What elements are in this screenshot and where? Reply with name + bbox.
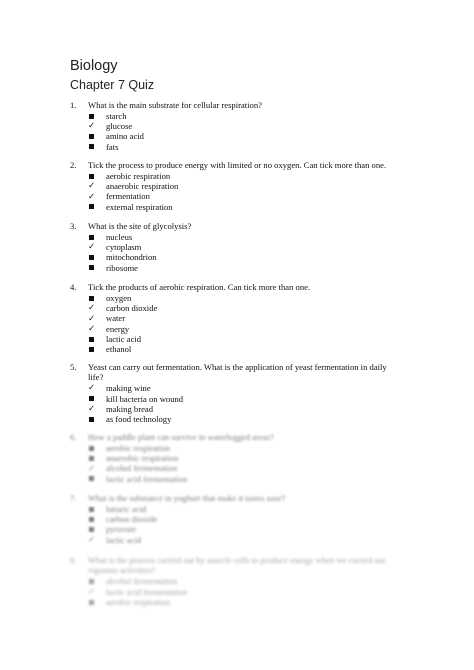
option-item[interactable] (88, 314, 400, 324)
square-icon (88, 527, 106, 532)
option-label: making wine (106, 383, 151, 394)
option-label: alcohol fermentation (106, 463, 178, 474)
check-icon: ✓ (88, 313, 96, 324)
option-item[interactable] (88, 171, 400, 181)
option-list (88, 111, 400, 152)
question-8 (70, 555, 400, 607)
question-number: 8. (70, 555, 77, 565)
option-item[interactable] (88, 404, 400, 414)
option-label: aerobic respiration (106, 596, 171, 607)
option-label: anaerobic respiration (106, 181, 179, 192)
option-label: oxygen (106, 292, 132, 303)
question-6 (70, 432, 400, 484)
option-item[interactable] (88, 535, 400, 545)
option-item[interactable] (88, 514, 400, 524)
option-label: water (106, 313, 126, 324)
question-text: Tick the process to produce energy with limited or no oxygen. Can tick more than one. (88, 160, 387, 170)
option-item[interactable] (88, 192, 400, 202)
option-label: lactic acid fermentation (106, 586, 188, 597)
option-list (88, 293, 400, 355)
option-label: fats (106, 141, 119, 152)
option-item[interactable] (88, 181, 400, 191)
question-text: Tick the products of aerobic respiration. Can tick more than one. (88, 282, 311, 292)
question-number: 5. (70, 362, 77, 372)
option-label: kill bacteria on wound (106, 393, 184, 404)
option-label: carbon dioxide (106, 303, 158, 314)
option-item[interactable] (88, 232, 400, 242)
square-icon (88, 396, 106, 401)
check-icon: ✓ (88, 463, 96, 474)
square-icon (88, 517, 106, 522)
option-label: fermentation (106, 191, 150, 202)
square-icon (88, 579, 106, 584)
square-icon (88, 265, 106, 270)
check-icon: ✓ (88, 242, 96, 253)
option-item[interactable] (88, 587, 400, 597)
option-label: energy (106, 323, 130, 334)
option-item[interactable] (88, 504, 400, 514)
question-7 (70, 493, 400, 545)
option-item[interactable] (88, 303, 400, 313)
option-list (88, 232, 400, 273)
option-label: external respiration (106, 201, 173, 212)
option-item[interactable] (88, 121, 400, 131)
question-4 (70, 282, 400, 355)
square-icon (88, 235, 106, 240)
option-label: cytoplasm (106, 242, 142, 253)
question-text: What is the main substrate for cellular respiration? (88, 100, 262, 110)
option-label: ribosome (106, 262, 138, 273)
option-item[interactable] (88, 383, 400, 393)
option-item[interactable] (88, 334, 400, 344)
question-number: 6. (70, 432, 77, 442)
check-icon: ✓ (88, 181, 96, 192)
page-title: Biology (70, 58, 118, 74)
option-item[interactable] (88, 453, 400, 463)
page-subtitle: Chapter 7 Quiz (70, 78, 155, 92)
question-number: 1. (70, 100, 77, 110)
option-item[interactable] (88, 263, 400, 273)
option-list (88, 443, 400, 484)
option-label: lattaric acid (106, 503, 147, 514)
question-text: What is the site of glycolysis? (88, 221, 192, 231)
square-icon (88, 296, 106, 301)
check-icon: ✓ (88, 534, 96, 545)
check-icon: ✓ (88, 586, 96, 597)
option-label: nucleus (106, 231, 133, 242)
square-icon (88, 417, 106, 422)
option-label: pyruvate (106, 524, 137, 535)
square-icon (88, 144, 106, 149)
question-1 (70, 100, 400, 152)
check-icon: ✓ (88, 404, 96, 415)
option-item[interactable] (88, 132, 400, 142)
question-text: Yeast can carry out fermentation. What is the application of yeast fermentation in daily life? (88, 362, 387, 383)
option-label: alcohol fermentation (106, 576, 178, 587)
question-number: 2. (70, 160, 77, 170)
option-label: mitochondrion (106, 252, 157, 263)
check-icon: ✓ (88, 383, 96, 394)
option-item[interactable] (88, 202, 400, 212)
option-list (88, 504, 400, 545)
question-row (70, 160, 400, 170)
option-label: as food technology (106, 414, 172, 425)
square-icon (88, 174, 106, 179)
check-icon: ✓ (88, 323, 96, 334)
option-label: glucose (106, 121, 133, 132)
question-row (70, 555, 400, 576)
option-label: lactic acid (106, 534, 142, 545)
square-icon (88, 255, 106, 260)
question-number: 7. (70, 493, 77, 503)
question-5 (70, 362, 400, 425)
option-label: starch (106, 110, 127, 121)
option-label: ethanol (106, 344, 132, 355)
option-label: lactic acid (106, 334, 142, 345)
question-text: What is the process carried out by muscle cells to produce energy when we carried out vigorous activities? (88, 555, 386, 576)
option-list (88, 383, 400, 424)
question-row (70, 100, 400, 110)
square-icon (88, 476, 106, 481)
question-2 (70, 160, 400, 212)
option-label: carbon dioxide (106, 514, 158, 525)
square-icon (88, 134, 106, 139)
option-label: aerobic respiration (106, 170, 171, 181)
option-item[interactable] (88, 394, 400, 404)
option-label: lactic acid fermentation (106, 473, 188, 484)
option-label: anaerobic respiration (106, 453, 179, 464)
question-row (70, 221, 400, 231)
square-icon (88, 456, 106, 461)
check-icon: ✓ (88, 121, 96, 132)
option-item[interactable] (88, 414, 400, 424)
option-item[interactable] (88, 242, 400, 252)
question-text: What is the substance in yoghurt that make it tastes sour? (88, 493, 286, 503)
square-icon (88, 600, 106, 605)
option-item[interactable] (88, 253, 400, 263)
option-item[interactable] (88, 576, 400, 586)
option-item[interactable] (88, 293, 400, 303)
square-icon (88, 114, 106, 119)
question-number: 3. (70, 221, 77, 231)
option-label: aerobic respiration (106, 442, 171, 453)
option-label: amino acid (106, 131, 144, 142)
option-item[interactable] (88, 142, 400, 152)
option-item[interactable] (88, 464, 400, 474)
question-row (70, 432, 400, 442)
question-3 (70, 221, 400, 273)
question-number: 4. (70, 282, 77, 292)
option-item[interactable] (88, 474, 400, 484)
check-icon: ✓ (88, 303, 96, 314)
square-icon (88, 347, 106, 352)
option-item[interactable] (88, 443, 400, 453)
option-item[interactable] (88, 324, 400, 334)
question-row (70, 282, 400, 292)
option-item[interactable] (88, 111, 400, 121)
option-label: making bread (106, 403, 154, 414)
option-item[interactable] (88, 597, 400, 607)
question-text: How a paddle plant can survive in waterlogged areas? (88, 432, 274, 442)
square-icon (88, 446, 106, 451)
option-list (88, 171, 400, 212)
check-icon: ✓ (88, 191, 96, 202)
option-list (88, 576, 400, 607)
question-row (70, 493, 400, 503)
square-icon (88, 507, 106, 512)
option-item[interactable] (88, 344, 400, 354)
question-row (70, 362, 400, 383)
square-icon (88, 337, 106, 342)
square-icon (88, 204, 106, 209)
option-item[interactable] (88, 525, 400, 535)
